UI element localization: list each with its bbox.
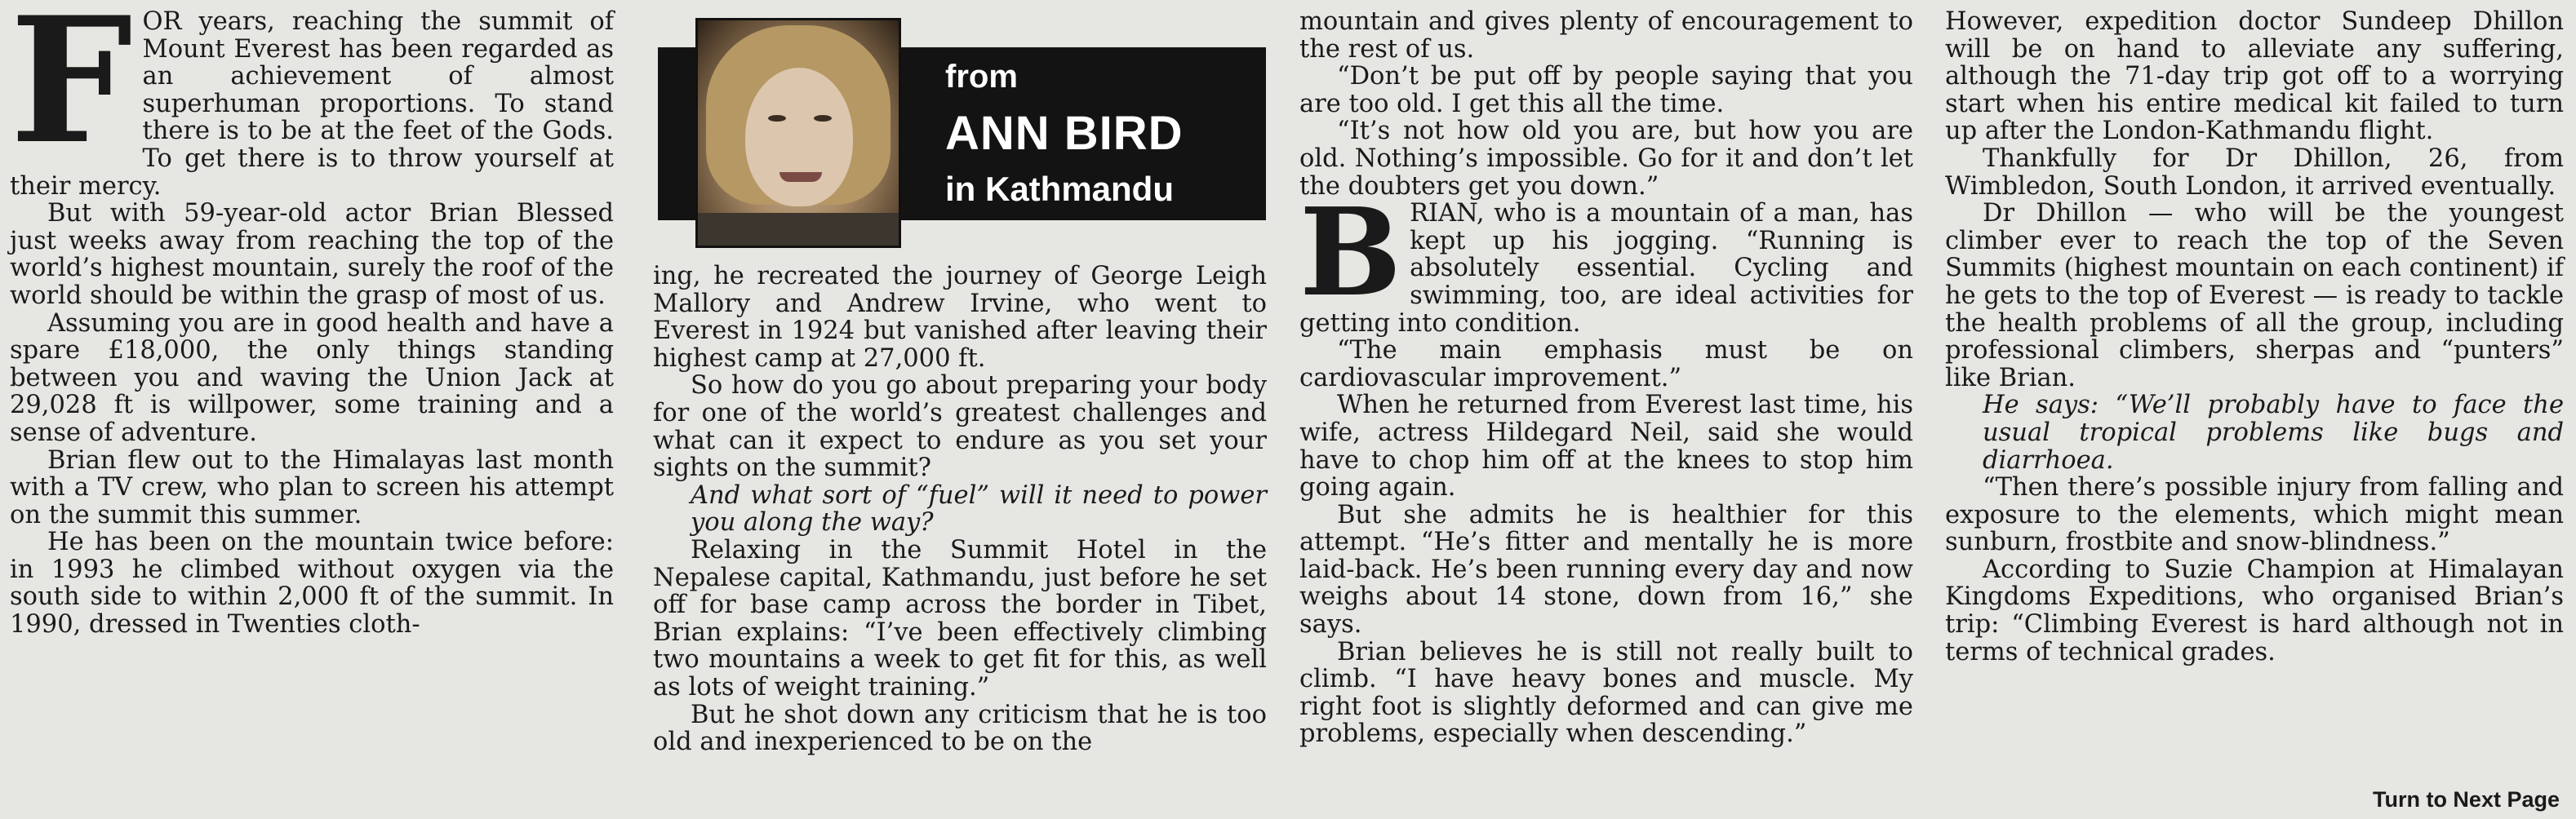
article-column-1 — [10, 0, 614, 640]
article-paragraph: So how do you go about preparing your body for one of the world’s greatest challenges and what can it expect to endure as you set your sights on the summit? — [653, 371, 1267, 483]
article-paragraph: Thankfully for Dr Dhillon, 26, from Wimbledon, South London, it arrived eventually. — [1945, 144, 2564, 201]
article-column-3 — [1299, 8, 1913, 748]
article-paragraph: “Then there’s possible injury from falling and exposure to the elements, which might mean sunburn, frostbite and snow-blindness.” — [1945, 473, 2564, 557]
byline-author: ANN BIRD — [945, 107, 1184, 160]
article-paragraph: Brian believes he is still not really built to climb. “I have heavy bones and muscle. My right foot is slightly deformed and can give me problems, especially when descending.” — [1299, 637, 1913, 749]
article-column-4 — [1945, 8, 2564, 666]
article-paragraph — [1299, 181, 1913, 338]
paragraph-text: OR years, reaching the summit of Mount Everest has been regarded as an achievement of almost superhuman proportions. To stand there is to be at the feet of the Gods. To get there is to throw yourself at their mercy. — [10, 7, 614, 201]
article-column-2 — [653, 263, 1267, 756]
drop-cap: B — [1299, 181, 1402, 324]
drop-cap: F — [10, 0, 133, 182]
article-paragraph: But with 59-year-old actor Brian Blessed just weeks away from reaching the top of the world’s highest mountain, surely the roof of the world should be within the grasp of most of us. — [10, 199, 614, 310]
article-paragraph: ing, he recreated the journey of George Leigh Mallory and Andrew Irvine, who went to Everest in 1924 but vanished after leaving their highest camp at 27,000 ft. — [653, 262, 1267, 373]
article-paragraph: mountain and gives plenty of encouragement to the rest of us. — [1299, 7, 1913, 64]
author-photo — [695, 18, 901, 248]
article-subhead: And what sort of “fuel” will it need to power you along the way? — [691, 480, 1267, 538]
article-paragraph: “Don’t be put off by people saying that you are too old. I get this all the time. — [1299, 62, 1913, 118]
article-paragraph: But he shot down any criticism that he is too old and inexperienced to be on the — [653, 700, 1267, 757]
article-paragraph: Assuming you are in good health and have a spare £18,000, the only things standing between you and waving the Union Jack at 29,028 ft is willpower, some training and a sense of adventure. — [10, 308, 614, 447]
article-paragraph: “The main emphasis must be on cardiovascular improvement.” — [1299, 336, 1913, 392]
article-paragraph: However, expedition doctor Sundeep Dhillon will be on hand to alleviate any suffering, although the 71-day trip got off to a worrying start when his entire medical kit failed to turn up after the London-Kathmandu flight. — [1945, 7, 2564, 146]
article-paragraph: According to Suzie Champion at Himalayan Kingdoms Expeditions, who organised Brian’s trip: “Climbing Everest is hard although not in terms of technical grades. — [1945, 555, 2564, 666]
turn-to-next-page-link[interactable]: Turn to Next Page — [2372, 787, 2560, 812]
article-paragraph: “It’s not how old you are, but how you are old. Nothing’s impossible. Go for it and don’t let the doubters get you down.” — [1299, 117, 1913, 201]
byline-from: from — [945, 59, 1018, 95]
article-paragraph: But she admits he is healthier for this attempt. “He’s fitter and mentally he is more laid-back. He’s been running every day and now weighs about 14 stone, down from 16,” she says. — [1299, 500, 1913, 640]
article-quote: He says: “We’ll probably have to face the usual tropical problems like bugs and diarrhoea. — [1983, 391, 2564, 475]
article-paragraph: Dr Dhillon — who will be the youngest climber ever to reach the top of the Seven Summits (highest mountain on each continent) if he gets to the top of Everest — is ready to tackle the health problems of all the group, including professional climbers, sherpas and “punters” like Brian. — [1945, 199, 2564, 392]
article-paragraph: When he returned from Everest last time, his wife, actress Hildegard Neil, said she would have to chop him off at the knees to stop him going again. — [1299, 391, 1913, 502]
article-paragraph — [10, 0, 614, 201]
article-paragraph: Relaxing in the Summit Hotel in the Nepalese capital, Kathmandu, just before he set off for base camp across the border in Tibet, Brian explains: “I’ve been effectively climbing two mountains a week to get fit for this, as well as lots of weight training.” — [653, 535, 1267, 702]
byline-location: in Kathmandu — [945, 170, 1174, 208]
paragraph-text: RIAN, who is a mountain of a man, has kept up his jogging. “Running is absolutely essential. Cycling and swimming, too, are ideal activities for getting into condition. — [1299, 199, 1913, 338]
article-paragraph: He has been on the mountain twice before: in 1993 he climbed without oxygen via the south side to within 2,000 ft of the summit. In 1990, dressed in Twenties cloth- — [10, 528, 614, 640]
article-paragraph: Brian flew out to the Himalayas last month with a TV crew, who plan to screen his attempt on the summit this summer. — [10, 445, 614, 529]
